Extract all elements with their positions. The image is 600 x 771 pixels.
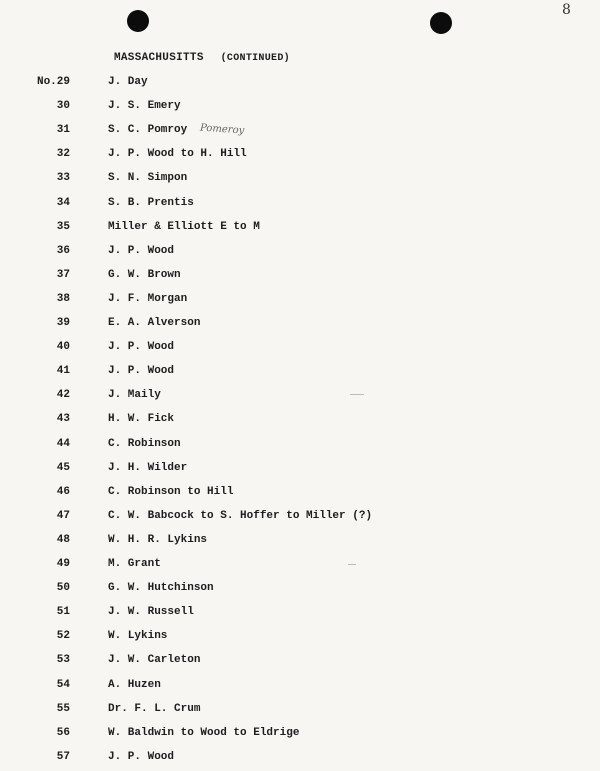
entry-name: C. Robinson bbox=[108, 437, 181, 450]
list-item bbox=[0, 148, 600, 166]
entry-name: S. N. Simpon bbox=[108, 172, 188, 185]
entry-number: 55 bbox=[56, 702, 70, 715]
entry-number: 53 bbox=[56, 654, 70, 667]
list-item bbox=[0, 558, 600, 576]
entry-name: W. Lykins bbox=[108, 630, 168, 643]
entry-number: 39 bbox=[56, 317, 70, 329]
entry-name: J. P. Wood bbox=[108, 341, 175, 354]
list-item bbox=[0, 582, 600, 600]
entry-number: 45 bbox=[56, 461, 70, 474]
entry-number: 32 bbox=[56, 148, 70, 161]
list-item bbox=[0, 413, 600, 431]
entry-name: C. W. Babcock to S. Hoffer to Miller (?) bbox=[108, 509, 373, 522]
list-item bbox=[0, 389, 600, 407]
entry-number: 30 bbox=[56, 100, 70, 113]
list-item bbox=[0, 269, 600, 287]
entry-name: G. W. Brown bbox=[108, 268, 181, 281]
entry-name: Dr. F. L. Crum bbox=[108, 702, 201, 715]
entry-number: 42 bbox=[56, 389, 70, 402]
entry-number: 34 bbox=[56, 196, 70, 209]
list-item bbox=[0, 462, 600, 480]
list-item bbox=[0, 172, 600, 190]
entry-name: J. P. Wood to H. Hill bbox=[108, 148, 247, 161]
list-item bbox=[0, 197, 600, 215]
list-item bbox=[0, 510, 600, 528]
entry-number: 54 bbox=[56, 678, 70, 691]
entry-number: 51 bbox=[56, 606, 70, 619]
entry-name: J. F. Morgan bbox=[108, 292, 188, 305]
entry-number: 48 bbox=[56, 533, 70, 546]
entry-name: J. Day bbox=[108, 76, 148, 88]
list-item bbox=[0, 438, 600, 456]
entry-name: E. A. Alverson bbox=[108, 317, 201, 329]
entry-name: S. B. Prentis bbox=[108, 196, 194, 209]
entry-number: 46 bbox=[56, 485, 70, 498]
entry-name: W. Baldwin to Wood to Eldrige bbox=[108, 726, 300, 739]
list-item bbox=[0, 124, 600, 142]
entry-number: 47 bbox=[56, 509, 70, 522]
entry-name: J. P. Wood bbox=[108, 244, 175, 257]
entry-number: 36 bbox=[56, 244, 70, 257]
list-item bbox=[0, 606, 600, 624]
entry-name: J. P. Wood bbox=[108, 750, 175, 763]
entry-number: 52 bbox=[56, 630, 70, 643]
list-item bbox=[0, 317, 600, 335]
heading-continued: (CONTINUED) bbox=[220, 53, 290, 64]
entry-name: J. Maily bbox=[108, 389, 161, 402]
page-number: 8 bbox=[562, 2, 571, 18]
list-item bbox=[0, 679, 600, 697]
entry-name: J. S. Emery bbox=[108, 100, 181, 113]
entry-number: 41 bbox=[56, 365, 70, 378]
entry-number: 35 bbox=[56, 220, 70, 233]
entry-name: W. H. R. Lykins bbox=[108, 533, 208, 546]
entry-number: 44 bbox=[56, 437, 70, 450]
list-item bbox=[0, 630, 600, 648]
list-item bbox=[0, 245, 600, 263]
list-item bbox=[0, 365, 600, 383]
entry-number: 56 bbox=[56, 726, 70, 739]
entry-number: No.29 bbox=[36, 76, 70, 88]
entry-name: A. Huzen bbox=[108, 678, 161, 691]
entry-number: 49 bbox=[56, 558, 70, 570]
list-item bbox=[0, 76, 600, 94]
entry-name: Miller & Elliott E to M bbox=[108, 220, 260, 233]
entry-number: 33 bbox=[56, 172, 70, 185]
list-item bbox=[0, 751, 600, 769]
entry-number: 43 bbox=[56, 413, 70, 426]
list-item bbox=[0, 727, 600, 745]
list-item bbox=[0, 534, 600, 552]
list-item bbox=[0, 221, 600, 239]
entry-number: 50 bbox=[56, 582, 70, 595]
entry-number: 31 bbox=[56, 124, 70, 137]
entry-number: 40 bbox=[56, 341, 70, 354]
entry-number: 38 bbox=[56, 292, 70, 305]
entry-name: H. W. Fick bbox=[108, 413, 175, 426]
entry-number: 57 bbox=[56, 750, 70, 763]
entry-name: C. Robinson to Hill bbox=[108, 485, 234, 498]
entry-name: S. C. Pomroy bbox=[108, 124, 188, 137]
entry-name: G. W. Hutchinson bbox=[108, 582, 214, 595]
list-item bbox=[0, 100, 600, 118]
list-item bbox=[0, 486, 600, 504]
entry-name: M. Grant bbox=[108, 558, 161, 570]
list-item bbox=[0, 293, 600, 311]
entry-name: J. P. Wood bbox=[108, 365, 175, 378]
entry-name: J. W. Carleton bbox=[108, 654, 201, 667]
list-item bbox=[0, 341, 600, 359]
handwritten-note: Pomeroy bbox=[199, 122, 245, 137]
entry-name: J. W. Russell bbox=[108, 606, 194, 619]
list-item bbox=[0, 703, 600, 721]
entry-number: 37 bbox=[56, 268, 70, 281]
list-item bbox=[0, 654, 600, 672]
entry-name: J. H. Wilder bbox=[108, 461, 188, 474]
heading-title: MASSACHUSITTS bbox=[114, 52, 204, 64]
